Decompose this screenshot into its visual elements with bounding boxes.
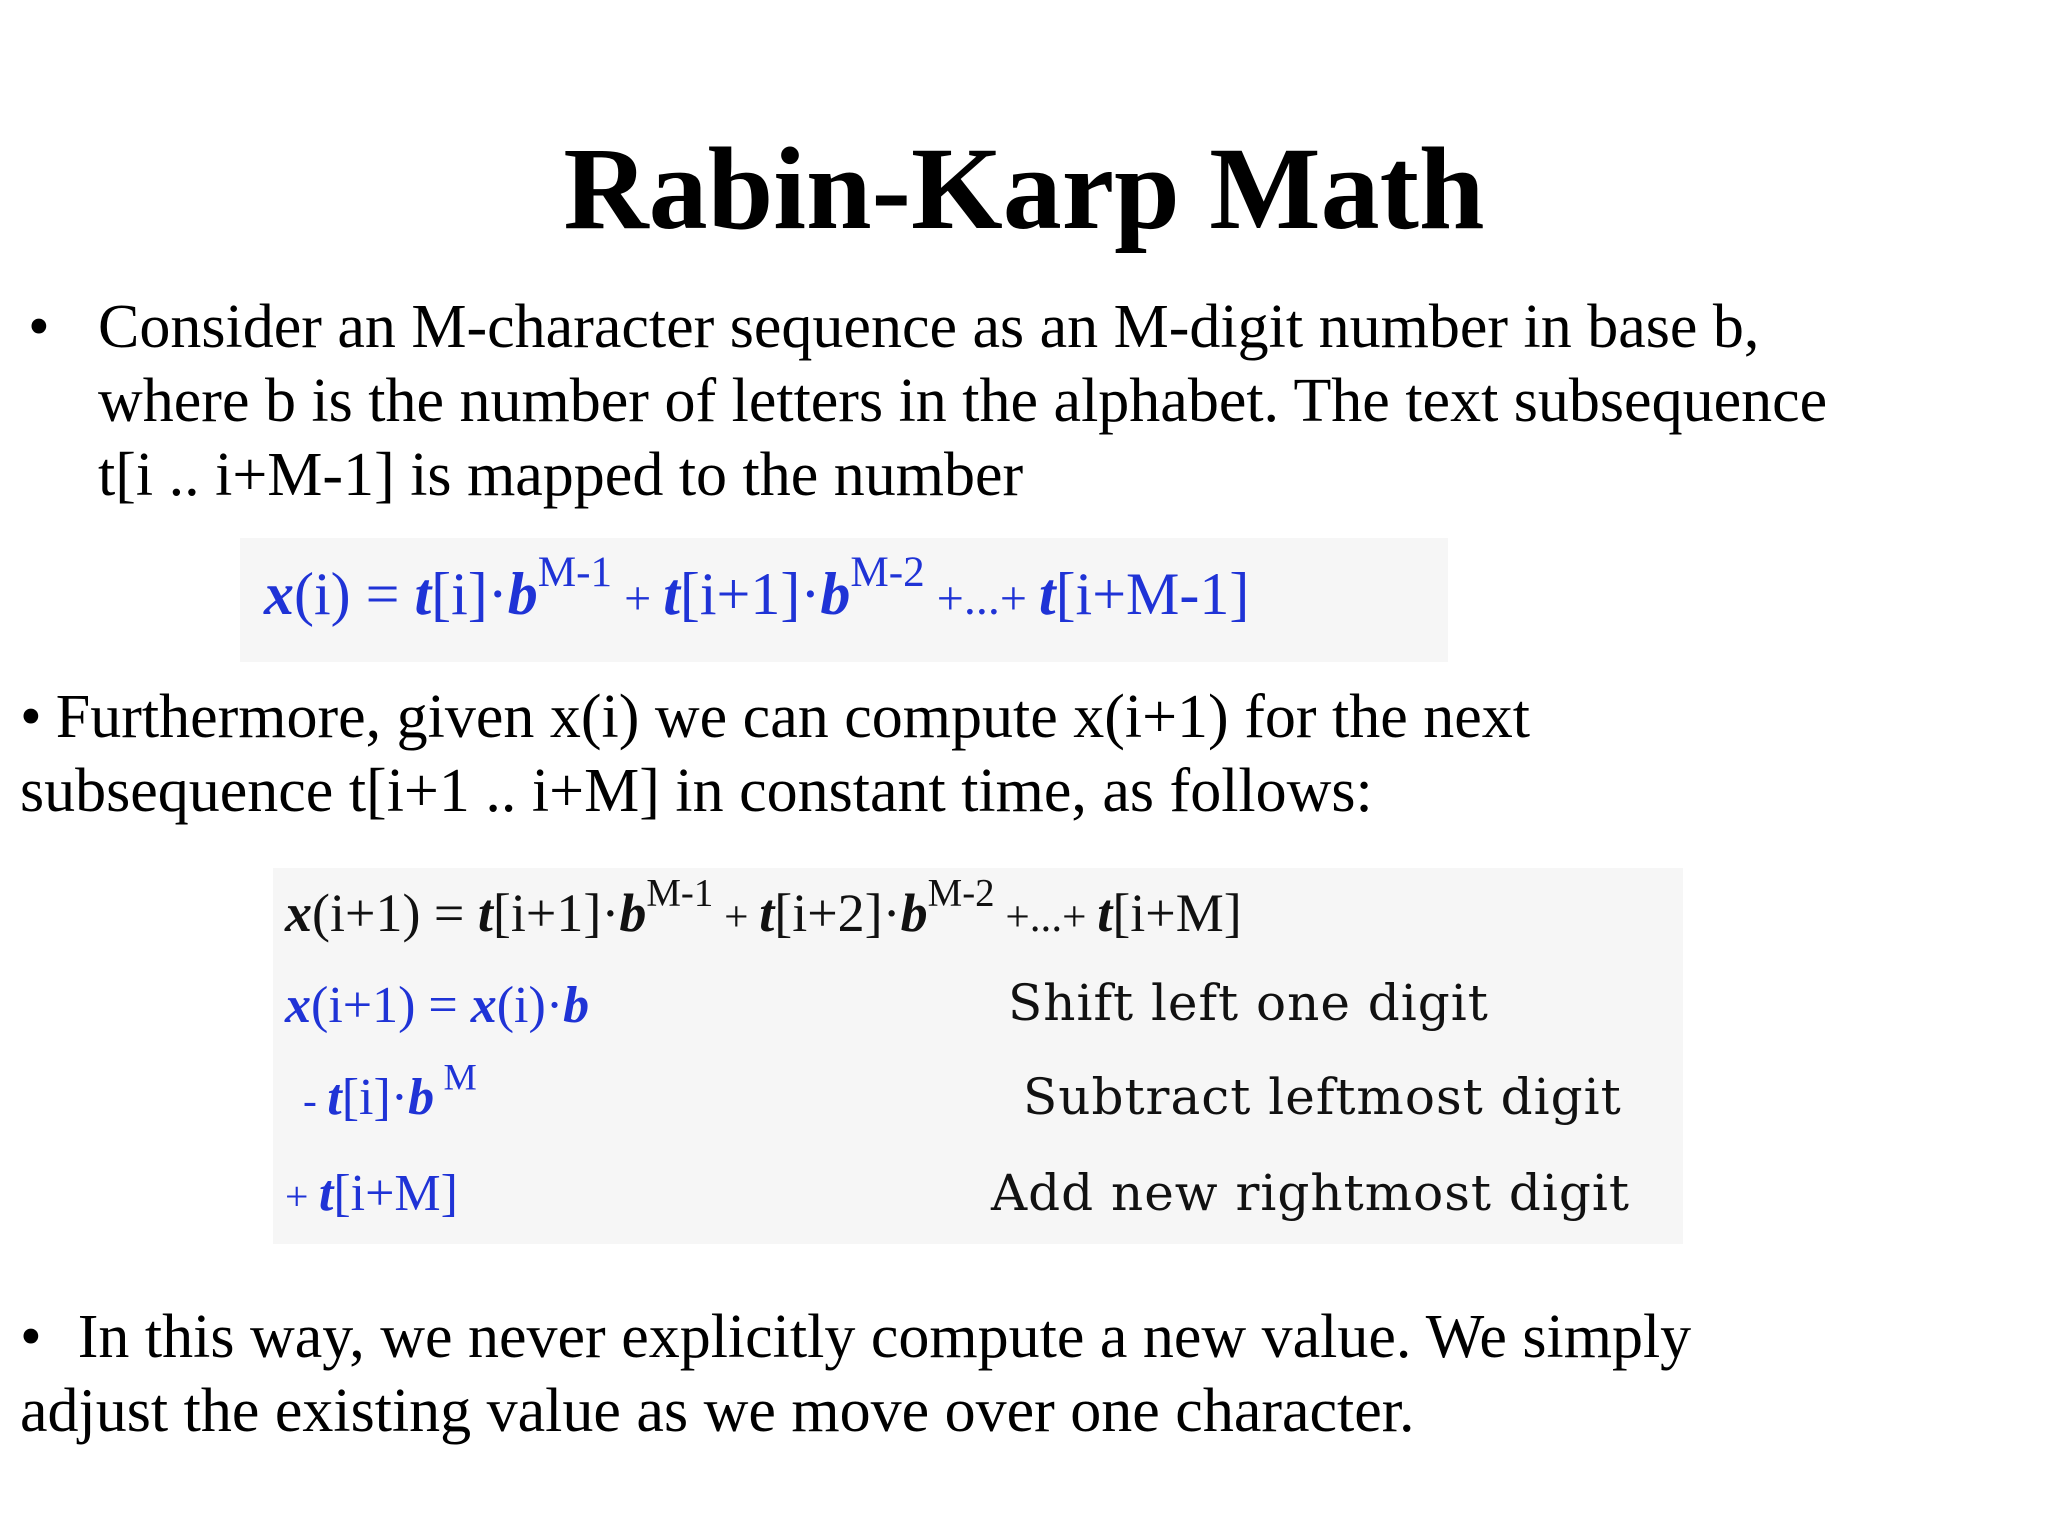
- formula-text: [i+2]·: [774, 883, 901, 943]
- formula-row-add: [285, 1164, 458, 1223]
- exponent: M-1: [537, 548, 613, 596]
- formula-text: (i) =: [294, 561, 415, 627]
- formula-text: [i+1]·: [492, 883, 620, 943]
- formula-row-expanded: [285, 871, 1242, 944]
- var-b: b: [900, 883, 928, 943]
- formula-text: [i+M]: [333, 1165, 458, 1222]
- bullet1-line3: t[i .. i+M-1] is mapped to the number: [98, 441, 1024, 509]
- formula-text: +: [713, 894, 760, 941]
- var-t: t: [759, 883, 775, 943]
- formula-text: +...+: [994, 894, 1098, 941]
- formula-text: [i]·: [431, 561, 508, 627]
- formula-text: (i+1) =: [311, 977, 471, 1034]
- formula-row-shift: [285, 976, 589, 1035]
- bullet2-line2: subsequence t[i+1 .. i+M] in constant time, as follows:: [20, 757, 1373, 825]
- var-b: b: [820, 561, 851, 627]
- slide-title: Rabin-Karp Math: [563, 123, 1485, 254]
- var-t: t: [414, 561, 432, 627]
- var-t: t: [663, 561, 680, 627]
- exponent: M-2: [850, 548, 925, 596]
- bullet-paragraph-2: [20, 680, 2020, 828]
- exponent: M-2: [927, 871, 995, 915]
- formula-text: +: [285, 1173, 319, 1219]
- formula-text: [i+M]: [1112, 883, 1242, 943]
- formula-box-rolling-update: [273, 868, 1683, 1244]
- var-b: b: [619, 883, 647, 943]
- var-t: t: [327, 1069, 342, 1126]
- var-x: x: [470, 977, 497, 1034]
- formula-text: [i+M-1]: [1055, 561, 1250, 627]
- var-x: x: [285, 883, 312, 943]
- var-x: x: [285, 977, 311, 1034]
- var-t: t: [477, 883, 493, 943]
- exponent: M: [434, 1057, 477, 1099]
- formula-text: +: [612, 572, 664, 625]
- bullet2-line1: Furthermore, given x(i) we can compute x(i+1) for the next: [55, 683, 1530, 751]
- formula-text: (i)·: [496, 977, 564, 1034]
- bullet1-line1: Consider an M-character sequence as an M-digit number in base b,: [98, 293, 1760, 361]
- var-x: x: [264, 561, 294, 627]
- desc-add-rightmost: Add new rightmost digit: [991, 1164, 1630, 1222]
- var-b: b: [563, 977, 590, 1034]
- var-b: b: [507, 561, 538, 627]
- bullet-marker: •: [20, 683, 42, 751]
- formula-text: (i+1) =: [312, 883, 478, 943]
- formula-text: [i+1]·: [679, 561, 821, 627]
- formula-text: -: [303, 1077, 328, 1123]
- bullet-paragraph-3: [20, 1300, 2020, 1448]
- formula-text: [i]·: [341, 1069, 409, 1126]
- bullet1-line2: where b is the number of letters in the alphabet. The text subsequence: [98, 367, 1828, 435]
- var-t: t: [1097, 883, 1113, 943]
- desc-subtract-leftmost: Subtract leftmost digit: [1023, 1068, 1622, 1126]
- bullet3-line1: In this way, we never explicitly compute a new value. We simply: [77, 1303, 1692, 1371]
- desc-shift-left: Shift left one digit: [1008, 974, 1489, 1032]
- var-t: t: [1038, 561, 1056, 627]
- var-b: b: [408, 1069, 435, 1126]
- exponent: M-1: [646, 871, 714, 915]
- formula-text: +...+: [924, 572, 1039, 625]
- bullet-marker: •: [20, 1303, 42, 1371]
- bullet-paragraph-1: [98, 290, 2038, 512]
- formula-hash-definition: [264, 548, 1250, 629]
- var-t: t: [318, 1165, 334, 1222]
- bullet3-line2: adjust the existing value as we move over one character.: [20, 1377, 1415, 1445]
- formula-box-hash-definition: [240, 538, 1448, 662]
- bullet-marker: •: [28, 293, 50, 361]
- formula-row-subtract: [303, 1057, 477, 1127]
